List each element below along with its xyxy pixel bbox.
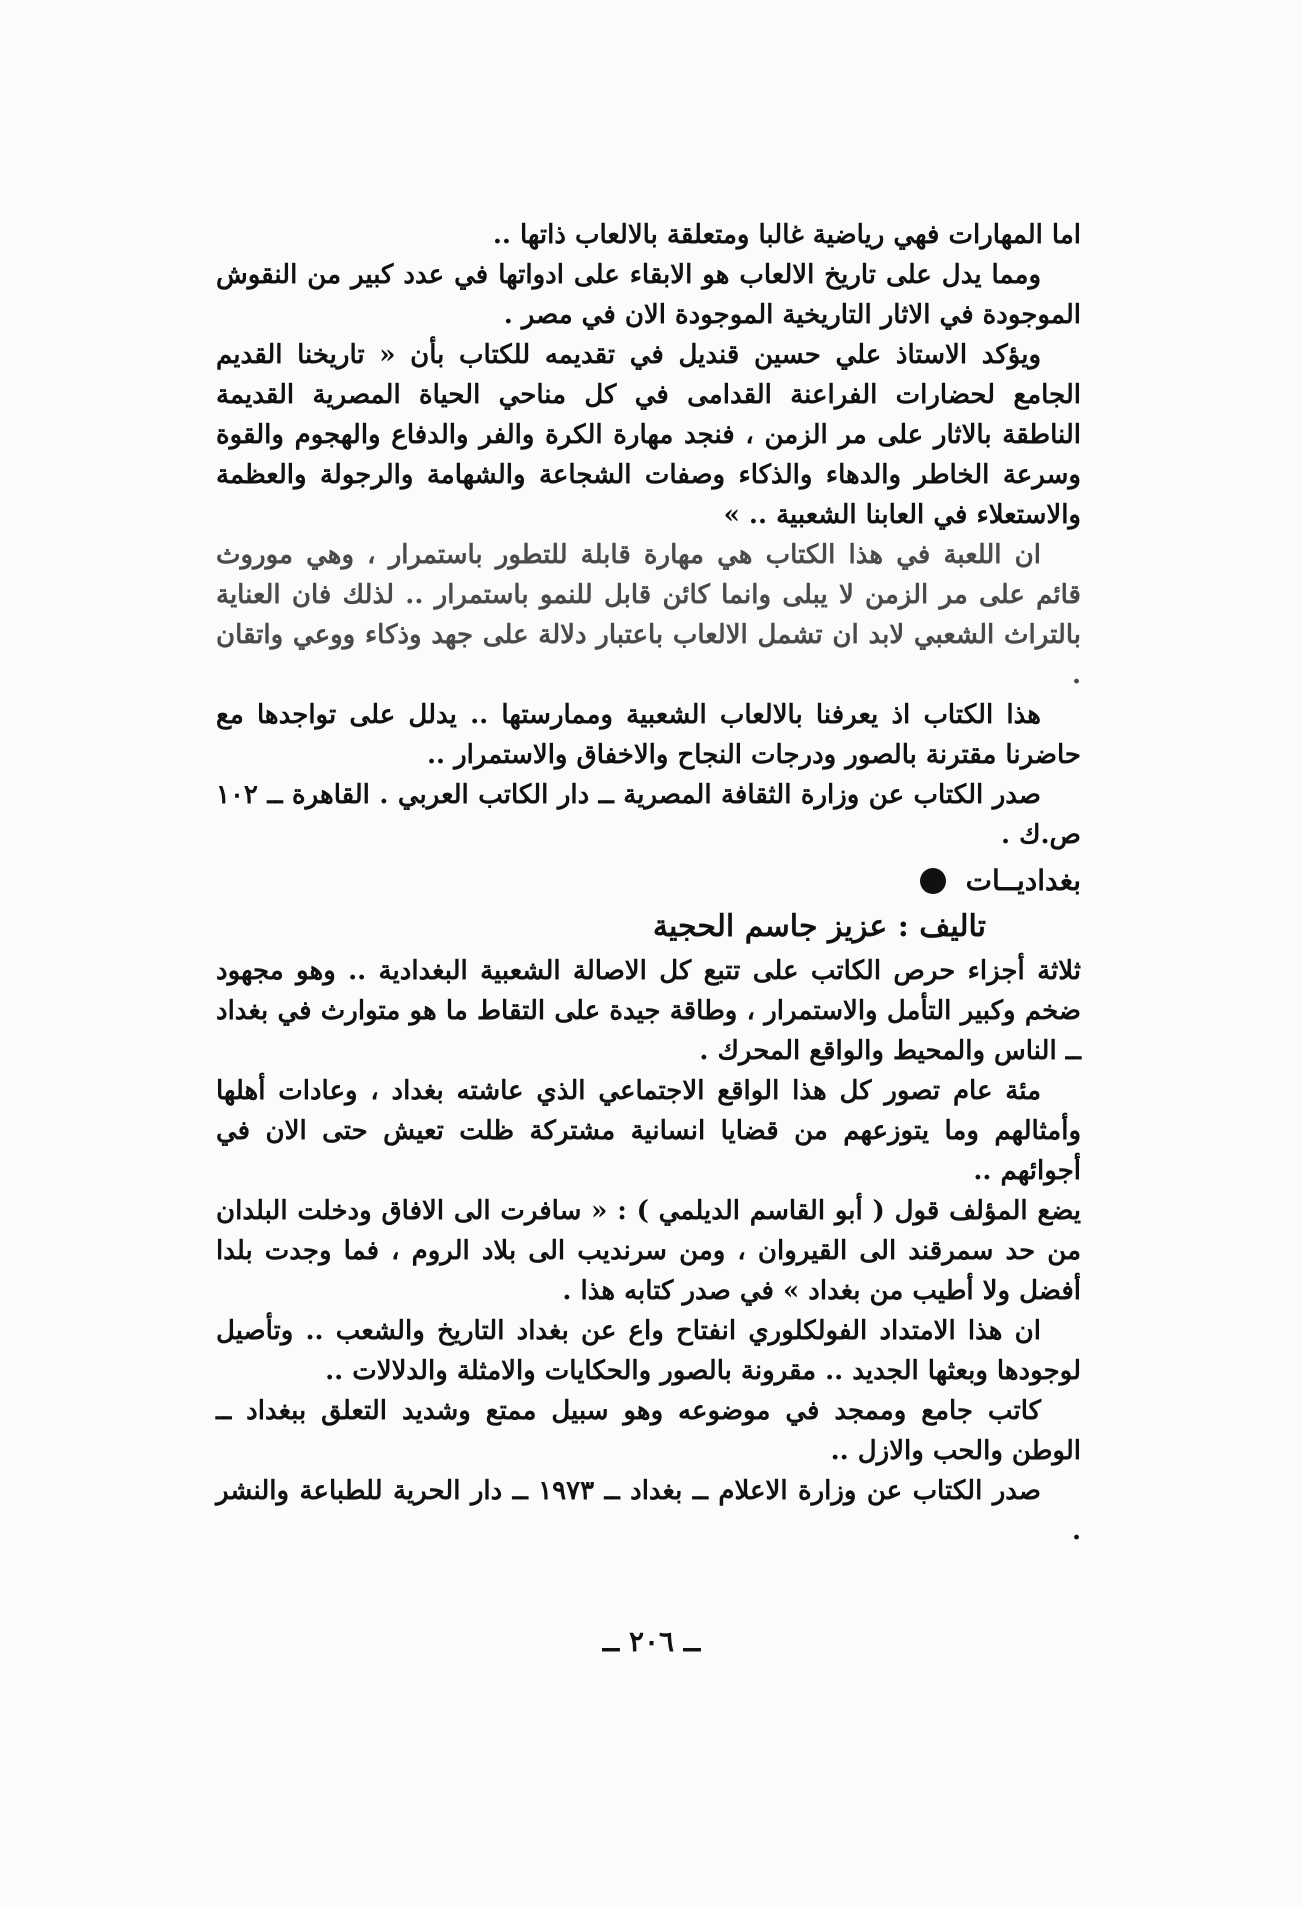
section-title: بغداديــات: [965, 864, 1081, 897]
paragraph-history-evidence: ومما يدل على تاريخ الالعاب هو الابقاء على ادواتها في عدد كبير من النقوش الموجودة في الاثار التاريخية الموجودة الان في مصر .: [216, 260, 1081, 330]
paragraph-skills: اما المهارات فهي رياضية غالبا ومتعلقة بالالعاب ذاتها ..: [492, 220, 1081, 250]
paragraph-publication-info-1: صدر الكتاب عن وزارة الثقافة المصرية ــ دار الكاتب العربي . القاهرة ــ ١٠٢ ص.ك .: [216, 780, 1081, 850]
bullet-dot-icon: [920, 868, 946, 894]
section-author: تاليف : عزيز جاسم الحجية: [652, 909, 986, 944]
paragraph-book-introduces: هذا الكتاب اذ يعرفنا بالالعاب الشعبية وممارستها .. يدلل على تواجدها مع حاضرنا مقترنة بالصور ودرجات النجاح والاخفاق والاستمرار ..: [216, 700, 1081, 770]
paragraph-publication-info-2: صدر الكتاب عن وزارة الاعلام ــ بغداد ــ ١٩٧٣ ــ دار الحرية للطباعة والنشر .: [216, 1476, 1081, 1546]
section-heading: [216, 859, 1081, 903]
paragraph-quote-qandil: ويؤكد الاستاذ علي حسين قنديل في تقديمه للكتاب بأن « تاريخنا القديم الجامع لحضارات الفراعنة القدامى في كل مناحي الحياة المصرية القديمة الناطقة بالاثار على مر الزمن ، فنجد مهارة الكرة والفر والدفاع والهجوم والقوة وسرعة الخاطر والدهاء والذكاء وصفات الشجاعة والشهامة والرجولة والعظمة والاستعلاء في العابنا الشعبية .. »: [216, 340, 1081, 530]
text-column: [216, 215, 1081, 1551]
paragraph-comprehensive-writer: كاتب جامع وممجد في موضوعه وهو سبيل ممتع وشديد التعلق ببغداد ــ الوطن والحب والازل ..: [216, 1396, 1081, 1466]
paragraph-game-evolution: ان اللعبة في هذا الكتاب هي مهارة قابلة للتطور باستمرار ، وهي موروث قائم على مر الزمن لا يبلى وانما كائن قابل للنمو باستمرار .. لذلك فان العناية بالتراث الشعبي لابد ان تشمل الالعاب باعتبار دلالة على جهد وذكاء ووعي واتقان .: [216, 540, 1081, 690]
page-number: ــ ٢٠٦ ــ: [602, 1625, 701, 1658]
paragraph-folklore-extension: ان هذا الامتداد الفولكلوري انفتاح واع عن بغداد التاريخ والشعب .. وتأصيل لوجودها وبعثها الجديد .. مقرونة بالصور والحكايات والامثلة والدلالات ..: [216, 1316, 1081, 1386]
paragraph-quote-daylami: يضع المؤلف قول ( أبو القاسم الديلمي ) : « سافرت الى الافاق ودخلت البلدان من حد سمرقند الى القيروان ، ومن سرنديب الى بلاد الروم ، فما وجدت بلدا أفضل ولا أطيب من بغداد » في صدر كتابه هذا .: [216, 1196, 1081, 1306]
paragraph-hundred-years: مئة عام تصور كل هذا الواقع الاجتماعي الذي عاشته بغداد ، وعادات أهلها وأمثالهم وما يتوزعهم من قضايا انسانية مشتركة ظلت تعيش حتى الان في أجوائهم ..: [216, 1076, 1081, 1186]
paragraph-three-volumes: ثلاثة أجزاء حرص الكاتب على تتبع كل الاصالة الشعبية البغدادية .. وهو مجهود ضخم وكبير التأمل والاستمرار ، وطاقة جيدة على التقاط ما هو متوارث في بغداد ــ الناس والمحيط والواقع المحرك .: [216, 956, 1081, 1066]
